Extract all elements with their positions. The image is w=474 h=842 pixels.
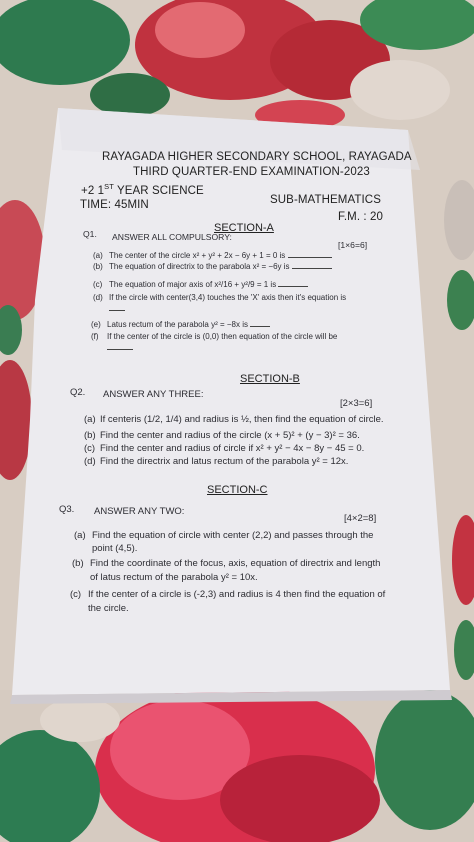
q1a-label: (a)	[93, 251, 103, 260]
q1c-text: The equation of major axis of x²/16 + y²/9 = 1 is	[109, 280, 308, 289]
q1d-answer-blank	[109, 304, 125, 313]
q1f-answer-blank	[107, 343, 133, 352]
q2d-text: Find the directrix and latus rectum of the parabola y² = 12x.	[100, 456, 349, 467]
q2-instruction: ANSWER ANY THREE:	[103, 389, 204, 400]
q2c-text: Find the center and radius of circle if x² + y² − 4x − 8y − 45 = 0.	[100, 443, 365, 454]
q2-marks: [2×3=6]	[340, 398, 373, 409]
q1d-label: (d)	[93, 293, 103, 302]
q3c-line2: the circle.	[88, 603, 129, 614]
q3b-line1: Find the coordinate of the focus, axis, equation of directrix and length	[90, 558, 381, 569]
q2c-label: (c)	[84, 443, 96, 454]
q3c-label: (c)	[70, 589, 82, 600]
q3-instruction: ANSWER ANY TWO:	[94, 506, 185, 517]
exam-title: THIRD QUARTER-END EXAMINATION-2023	[133, 166, 370, 178]
q2a-text: If centeris (1/2, 1/4) and radius is ½, then find the equation of circle.	[100, 414, 384, 425]
q3c-line1: If the center of a circle is (-2,3) and radius is 4 then find the equation of	[88, 589, 386, 600]
q2b-text: Find the center and radius of the circle (x + 5)² + (y − 3)² = 36.	[100, 430, 360, 441]
section-c-title: SECTION-C	[207, 484, 268, 496]
full-marks-label: F.M. : 20	[338, 211, 383, 223]
q1-number: Q1.	[83, 229, 97, 239]
q3-number: Q3.	[59, 504, 75, 515]
q3a-line2: point (4,5).	[92, 543, 138, 554]
q2b-label: (b)	[84, 430, 96, 441]
q1a-text: The center of the circle x² + y² + 2x − 6y + 1 = 0 is	[109, 251, 332, 260]
class-label: +2 1ST YEAR SCIENCE	[81, 182, 204, 197]
q1-marks: [1×6=6]	[338, 240, 368, 250]
q3b-label: (b)	[72, 558, 84, 569]
q2d-label: (d)	[84, 456, 96, 467]
q3a-label: (a)	[74, 530, 86, 541]
q1b-label: (b)	[93, 262, 103, 271]
section-b-title: SECTION-B	[240, 373, 300, 385]
q3b-line2: of latus rectum of the parabola y² = 10x.	[90, 572, 258, 583]
q1f-text: If the center of the circle is (0,0) then equation of the circle will be	[107, 332, 338, 341]
school-name: RAYAGADA HIGHER SECONDARY SCHOOL, RAYAGADA	[102, 151, 412, 163]
subject-label: SUB-MATHEMATICS	[270, 194, 381, 206]
section-a-title: SECTION-A	[214, 222, 274, 234]
q1f-label: (f)	[91, 332, 99, 341]
q1-instruction: ANSWER ALL COMPULSORY:	[112, 232, 232, 242]
q2-number: Q2.	[70, 387, 86, 398]
q1d-text: If the circle with center(3,4) touches the 'X' axis then it's equation is	[109, 293, 347, 302]
q1e-text: Latus rectum of the parabola y² = −8x is	[107, 320, 270, 329]
q1e-label: (e)	[91, 320, 101, 329]
q1c-label: (c)	[93, 280, 103, 289]
q3-marks: [4×2=8]	[344, 513, 377, 524]
q1b-text: The equation of directrix to the parabola x² = −6y is	[109, 262, 332, 271]
time-label: TIME: 45MIN	[80, 199, 149, 211]
q3a-line1: Find the equation of circle with center (2,2) and passes through the	[92, 530, 374, 541]
q2a-label: (a)	[84, 414, 96, 425]
